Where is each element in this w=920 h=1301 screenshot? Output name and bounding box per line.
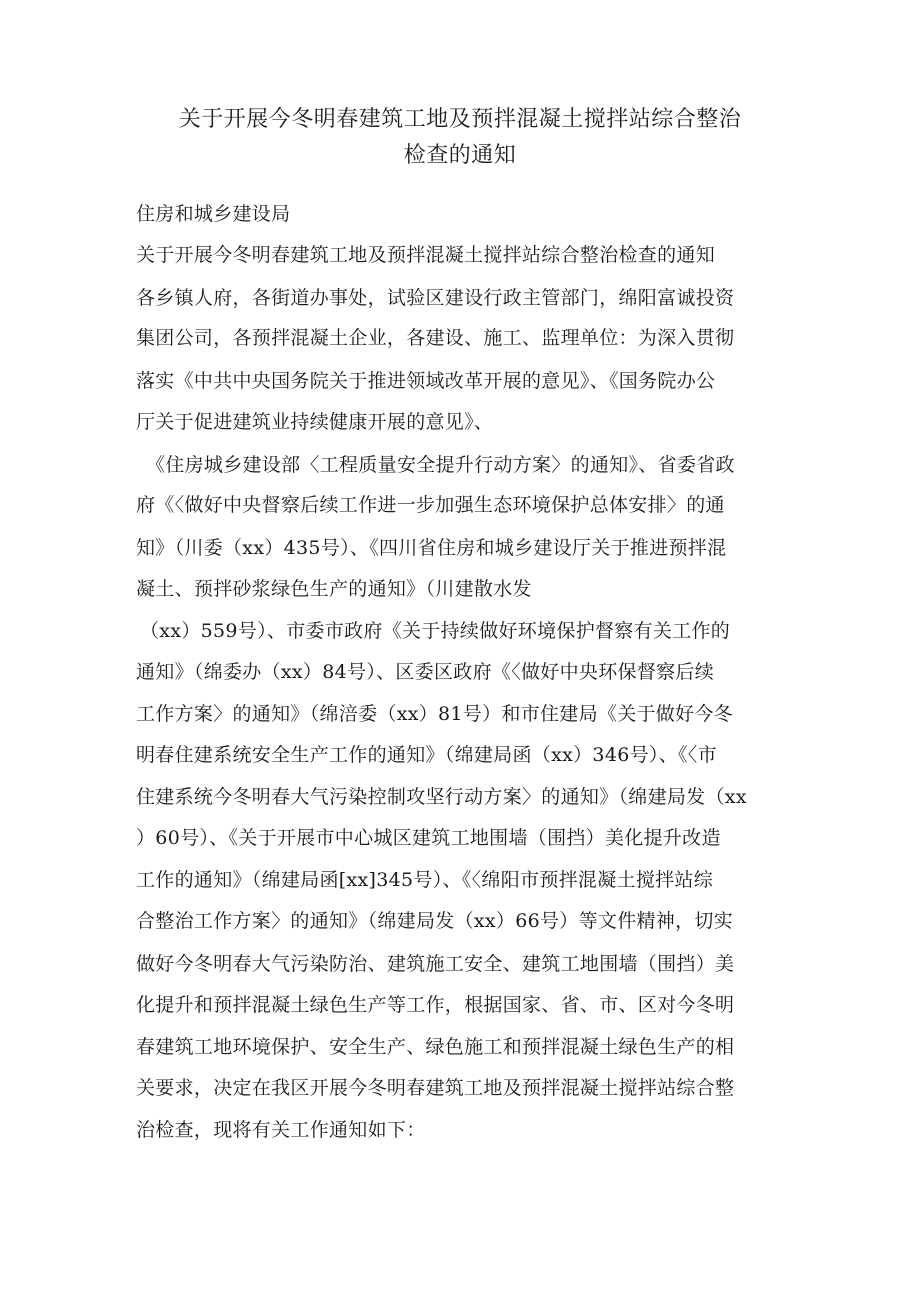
- body-line: 通知》（绵委办（xx）84号）、区委区政府《〈做好中央环保督察后续: [136, 661, 715, 683]
- body-line: 《住房城乡建设部〈工程质量安全提升行动方案〉的通知》、省委省政: [146, 454, 735, 476]
- document-title-line-2: 检查的通知: [403, 143, 517, 168]
- body-line: 明春住建系统安全生产工作的通知》（绵建局函（xx）346号）、《〈市: [136, 744, 717, 766]
- body-line: 凝土、预拌砂浆绿色生产的通知》（川建散水发: [136, 578, 532, 600]
- body-line: （xx）559号）、市委市政府《关于持续做好环境保护督察有关工作的: [140, 620, 731, 642]
- body-line: 合整治工作方案〉的通知》（绵建局发（xx）66号）等文件精神，切实: [136, 910, 734, 932]
- body-line: 工作方案〉的通知》（绵涪委（xx）81号）和市住建局《关于做好今冬: [136, 703, 734, 725]
- body-line: 知》（川委（xx）435号）、《四川省住房和城乡建设厅关于推进预拌混: [136, 537, 727, 559]
- document-title-line-1: 关于开展今冬明春建筑工地及预拌混凝土搅拌站综合整治: [178, 107, 742, 132]
- body-line: 府《〈做好中央督察后续工作进一步加强生态环境保护总体安排〉的通: [136, 494, 725, 516]
- body-line: 工作的通知》（绵建局函[xx]345号）、《〈绵阳市预拌混凝土搅拌站综: [136, 869, 714, 891]
- body-line: 做好今冬明春大气污染防治、建筑施工安全、建筑工地围墙（围挡）美: [136, 953, 735, 975]
- body-line: 关要求，决定在我区开展今冬明春建筑工地及预拌混凝土搅拌站综合整: [136, 1077, 735, 1099]
- body-line: 春建筑工地环境保护、安全生产、绿色施工和预拌混凝土绿色生产的相: [136, 1036, 735, 1058]
- body-line: 集团公司，各预拌混凝土企业，各建设、施工、监理单位：为深入贯彻: [136, 327, 735, 349]
- subject-line: 关于开展今冬明春建筑工地及预拌混凝土搅拌站综合整治检查的通知: [136, 244, 716, 266]
- body-line: 住建系统今冬明春大气污染控制攻坚行动方案〉的通知》（绵建局发（xx: [136, 786, 747, 808]
- issuer: 住房和城乡建设局: [136, 203, 291, 225]
- body-line: 厅关于促进建筑业持续健康开展的意见》、: [136, 411, 494, 433]
- body-line: 落实《中共中央国务院关于推进领域改革开展的意见》、《国务院办公: [136, 370, 716, 392]
- body-line: ）60号）、《关于开展市中心城区建筑工地围墙（围挡）美化提升改造: [136, 827, 721, 849]
- body-line: 各乡镇人府，各街道办事处，试验区建设行政主管部门，绵阳富诚投资: [136, 287, 735, 309]
- body-line: 化提升和预拌混凝土绿色生产等工作，根据国家、省、市、区对今冬明: [136, 994, 735, 1016]
- body-line: 治检查，现将有关工作通知如下：: [136, 1119, 426, 1141]
